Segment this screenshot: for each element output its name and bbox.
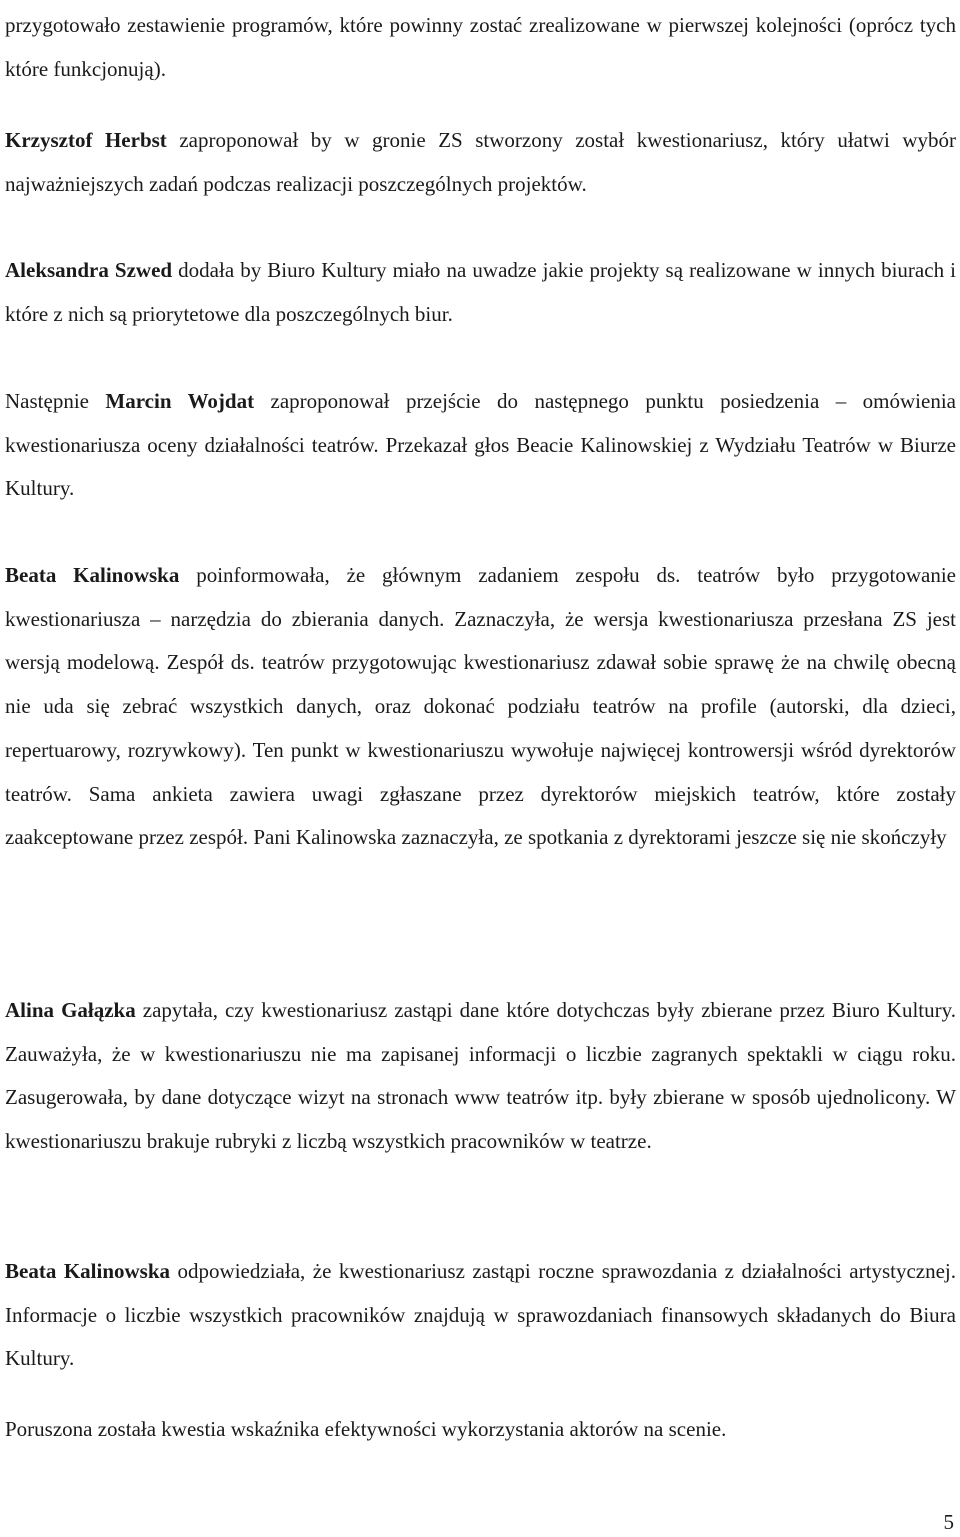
speaker-name: Krzysztof Herbst xyxy=(5,128,167,152)
page-number: 5 xyxy=(943,1510,954,1534)
paragraph-3 xyxy=(5,249,956,336)
paragraph-4 xyxy=(5,380,956,511)
paragraph-8-text: Poruszona została kwestia wskaźnika efektywności wykorzystania aktorów na scenie. xyxy=(5,1417,727,1441)
speaker-name: Alina Gałązka xyxy=(5,998,136,1022)
paragraph-7-text: odpowiedziała, że kwestionariusz zastąpi roczne sprawozdania z działalności artystycznej. Informacje o liczbie wszystkich pracowników znajdują w sprawozdaniach finansowych składanych do Biura Kultury. xyxy=(5,1259,956,1371)
paragraph-1 xyxy=(5,4,956,91)
paragraph-3-text: dodała by Biuro Kultury miało na uwadze jakie projekty są realizowane w innych biurach i które z nich są priorytetowe dla poszczególnych biur. xyxy=(5,258,956,326)
paragraph-2 xyxy=(5,119,956,206)
paragraph-6 xyxy=(5,989,956,1164)
speaker-name: Beata Kalinowska xyxy=(5,1259,171,1283)
speaker-name: Aleksandra Szwed xyxy=(5,258,173,282)
speaker-name: Beata Kalinowska xyxy=(5,563,180,587)
paragraph-8 xyxy=(5,1408,956,1452)
paragraph-7 xyxy=(5,1250,956,1381)
speaker-name: Marcin Wojdat xyxy=(105,389,255,413)
paragraph-2-text: zaproponował by w gronie ZS stworzony został kwestionariusz, który ułatwi wybór najważniejszych zadań podczas realizacji poszczególnych projektów. xyxy=(5,128,956,196)
paragraph-5 xyxy=(5,554,956,860)
paragraph-5-text: poinformowała, że głównym zadaniem zespołu ds. teatrów było przygotowanie kwestionariusza – narzędzia do zbierania danych. Zaznaczyła, że wersja kwestionariusza przesłana ZS jest wersją modelową. Zespół ds. teatrów przygotowując kwestionariusz zdawał sobie sprawę że na chwilę obecną nie uda się zebrać wszystkich danych, oraz dokonać podziału teatrów na profile (autorski, dla dzieci, repertuarowy, rozrywkowy). Ten punkt w kwestionariuszu wywołuje najwięcej kontrowersji wśród dyrektorów teatrów. Sama ankieta zawiera uwagi zgłaszane przez dyrektorów miejskich teatrów, które zostały zaakceptowane przez zespół. Pani Kalinowska zaznaczyła, ze spotkania z dyrektorami jeszcze się nie skończyły xyxy=(5,563,956,850)
paragraph-4-prefix: Następnie xyxy=(5,389,106,413)
paragraph-6-text: zapytała, czy kwestionariusz zastąpi dane które dotychczas były zbierane przez Biuro Kultury. Zauważyła, że w kwestionariuszu nie ma zapisanej informacji o liczbie zagranych spektakli w ciągu roku. Zasugerowała, by dane dotyczące wizyt na stronach www teatrów itp. były zbierane w sposób ujednolicony. W kwestionariuszu brakuje rubryki z liczbą wszystkich pracowników w teatrze. xyxy=(5,998,956,1154)
paragraph-1-text: przygotowało zestawienie programów, które powinny zostać zrealizowane w pierwszej kolejności (oprócz tych które funkcjonują). xyxy=(5,13,956,81)
paragraph-4-text: zaproponował przejście do następnego punktu posiedzenia – omówienia kwestionariusza oceny działalności teatrów. Przekazał głos Beacie Kalinowskiej z Wydziału Teatrów w Biurze Kultury. xyxy=(5,389,956,501)
